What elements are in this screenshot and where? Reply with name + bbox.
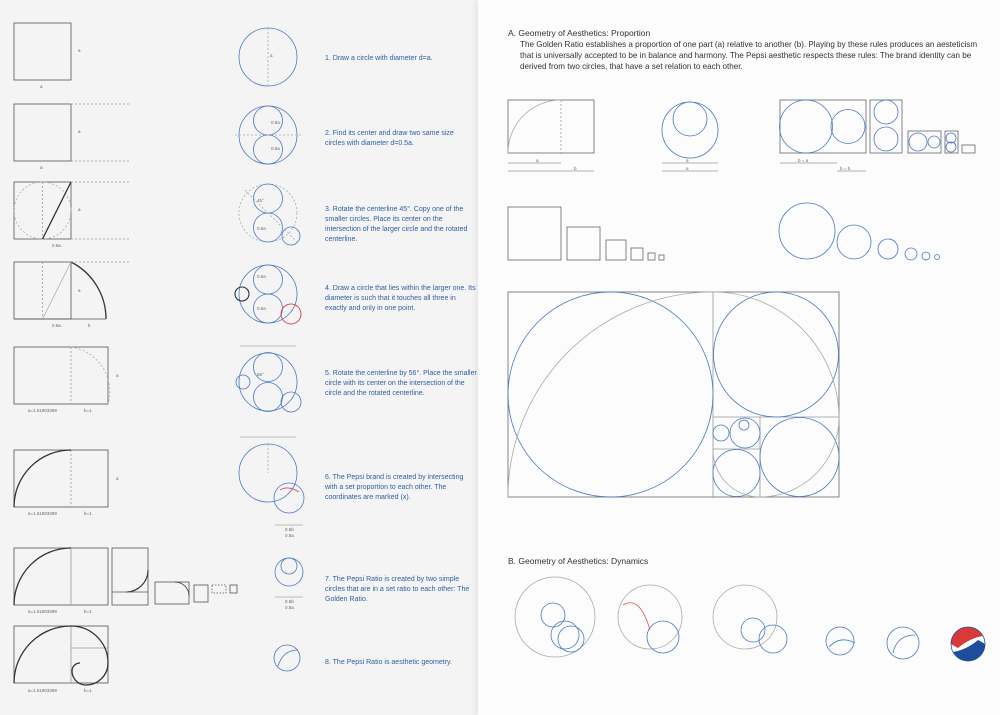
square-a xyxy=(14,23,71,80)
label-brel2: b = b xyxy=(840,166,851,171)
label-ratio-4: a=1.61803399 xyxy=(28,688,57,693)
pepsi-globe-icon xyxy=(950,626,986,662)
label-b1-1: b=1 xyxy=(84,408,92,413)
mid-half-a-3: 0.5a xyxy=(257,226,266,231)
mid-half-a-2: 0.5a xyxy=(271,146,280,151)
label-b-1: b xyxy=(88,323,91,328)
golden-rect-e xyxy=(14,347,108,404)
label-brel: b = a xyxy=(798,158,809,163)
step-1: 1. Draw a circle with diameter d=a. xyxy=(325,55,433,62)
label-a-2: a xyxy=(40,84,43,89)
golden-rect-g xyxy=(14,548,108,605)
mid-half-a-4: 0.5a xyxy=(257,274,266,279)
label-a-3: a xyxy=(78,129,81,134)
label-half-a-2: 0.5a xyxy=(52,323,61,328)
square-b xyxy=(14,104,71,161)
step-2: 2. Find its center and draw two same size circles with diameter d=0.5a. xyxy=(325,130,454,147)
label-ratio-2: a=1.61803399 xyxy=(28,511,57,516)
mid-half-a-5: 0.5a xyxy=(257,306,266,311)
section-b-title: B. Geometry of Aesthetics: Dynamics xyxy=(508,556,649,566)
golden-rect-f xyxy=(14,450,108,507)
label-a-r3: a xyxy=(686,166,689,171)
step-7: 7. The Pepsi Ratio is created by two simple circles that are in a set ratio to each other: The Golden Ratio. xyxy=(325,576,470,603)
circle-construction-svg xyxy=(215,0,335,715)
step-5: 5. Rotate the centerline by 56°. Place the smaller circle with its center on the intersection of the circle and the rotated centerline. xyxy=(325,370,477,397)
proportion-svg xyxy=(505,95,997,525)
label-b1-3: b=1 xyxy=(84,609,92,614)
label-a-5: a xyxy=(78,207,81,212)
mid-05b: 0.5b xyxy=(285,527,294,532)
label-a-6: a xyxy=(78,288,81,293)
mid-a: a xyxy=(270,53,273,58)
big-golden-rect xyxy=(508,292,839,497)
label-a-4: a xyxy=(40,165,43,170)
label-a-1: a xyxy=(78,48,81,53)
mid-05b-2: 0.5b xyxy=(285,599,294,604)
label-b-r1: b xyxy=(574,166,577,171)
mid-half-a-1: 0.5a xyxy=(271,120,280,125)
mid-45: 45° xyxy=(257,198,264,203)
mid-56: 56° xyxy=(257,372,264,377)
label-b1-4: b=1 xyxy=(84,688,92,693)
label-ratio-3: a=1.61803399 xyxy=(28,609,57,614)
section-a-title: A. Geometry of Aesthetics: Proportion xyxy=(508,28,651,38)
label-a-r2: a xyxy=(686,158,689,163)
step-8: 8. The Pepsi Ratio is aesthetic geometry. xyxy=(325,659,452,666)
label-b1-2: b=1 xyxy=(84,511,92,516)
step-4: 4. Draw a circle that lies within the larger one. Its diameter is such that it touches all three in exactly and only in one point. xyxy=(325,285,476,312)
step-3: 3. Rotate the centerline 45°. Copy one of the smaller circles. Place its center on the intersection of the larger circle and the rotated centerline. xyxy=(325,206,468,243)
label-a-8: a xyxy=(116,476,119,481)
mid-05a: 0.5a xyxy=(285,533,294,538)
label-ratio-1: a=1.61803399 xyxy=(28,408,57,413)
dynamics-svg xyxy=(505,575,935,665)
mid-05a-2: 0.5a xyxy=(285,605,294,610)
pepsi-logo xyxy=(950,626,986,662)
label-a-r1: a xyxy=(536,158,539,163)
label-a-7: a xyxy=(116,373,119,378)
step-6: 6. The Pepsi brand is created by intersecting with a set proportion to each other. The coordinates are marked (x). xyxy=(325,474,464,501)
label-half-a-1: 0.5a xyxy=(52,243,61,248)
section-a-text: The Golden Ratio establishes a proportion of one part (a) relative to another (b). Playing by these rules produces an aesteticism that is universally accepted to be in balance and harmony. The Pepsi aesthetic respects these rules: The brand identity can be derived from two circles, that have a set relation to each other. xyxy=(520,40,978,71)
